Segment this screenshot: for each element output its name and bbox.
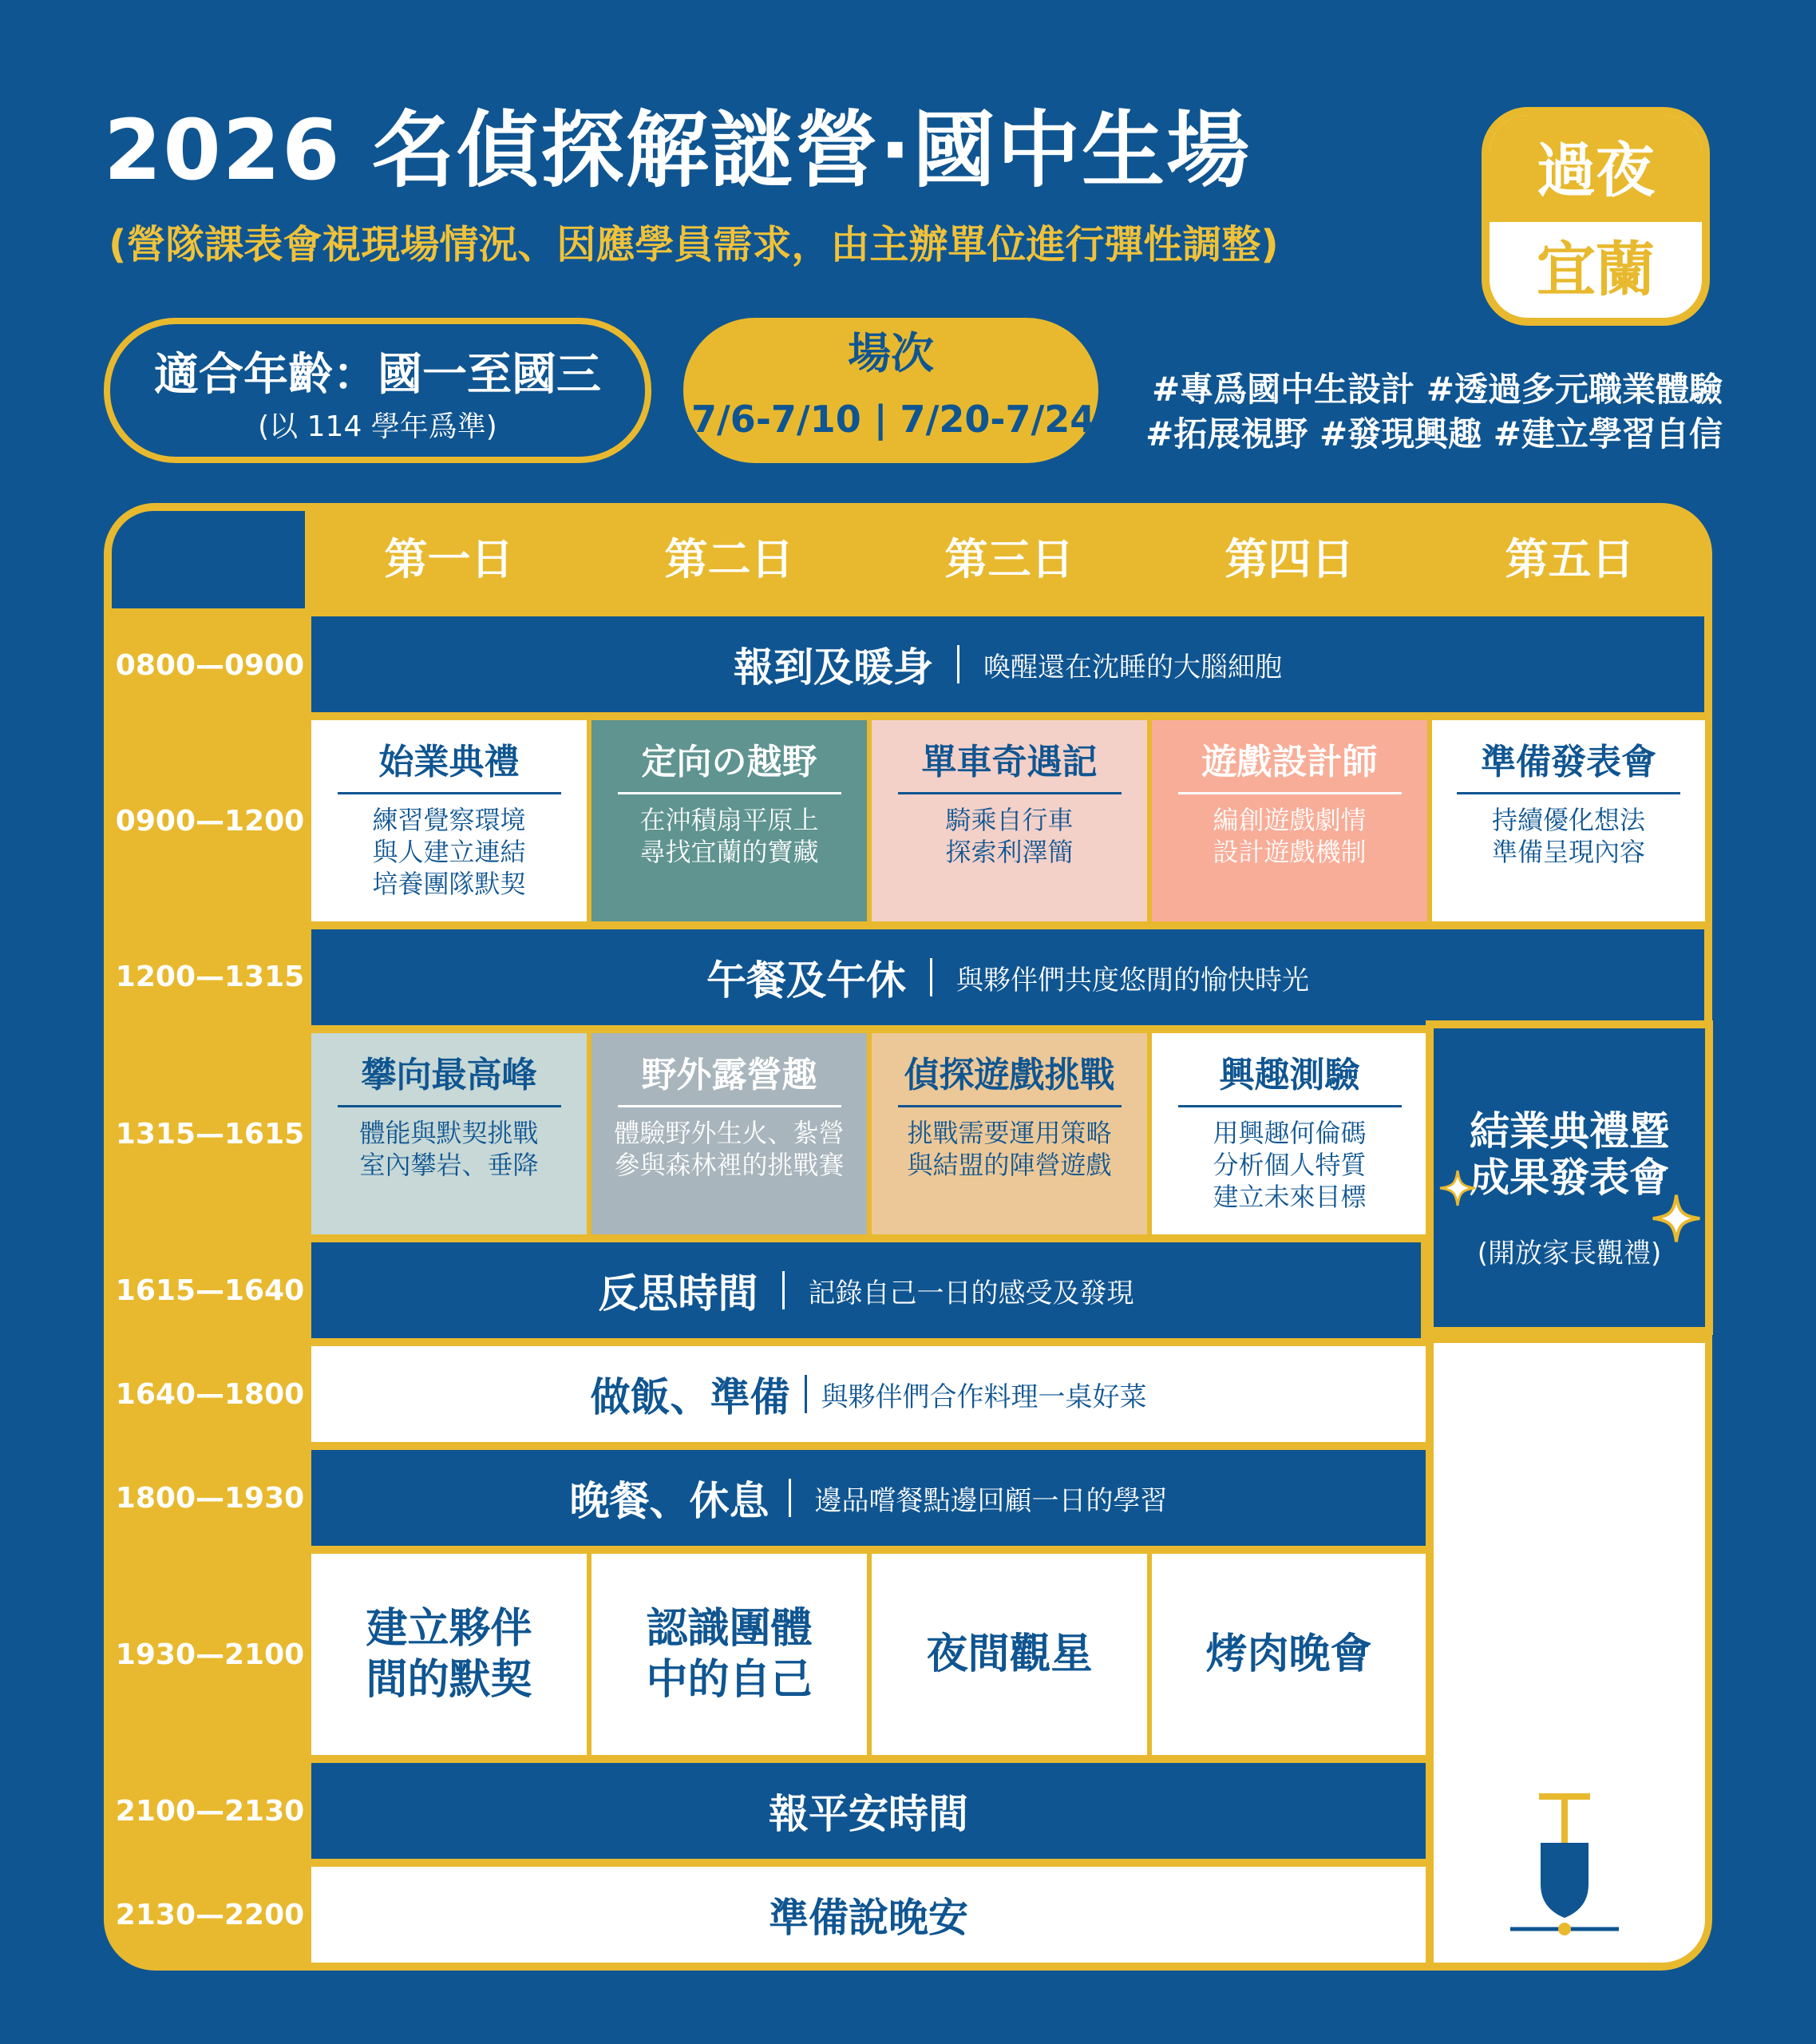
day-header-4: 第四日 bbox=[1225, 534, 1355, 584]
goodnight-band bbox=[311, 1867, 1426, 1963]
dinner-subtitle: 邊品嚐餐點邊回顧一日的學習 bbox=[814, 1484, 1168, 1517]
closing-ceremony-cell bbox=[1426, 1020, 1713, 1335]
reflection-subtitle: 記錄自己一日的感受及發現 bbox=[808, 1277, 1134, 1309]
activity-description-line: 體驗野外生火、紮營 bbox=[614, 1118, 845, 1148]
day-header-1: 第一日 bbox=[384, 534, 514, 584]
lunch-band bbox=[311, 929, 1704, 1025]
age-range-text: 適合年齡：國一至國三 bbox=[154, 349, 601, 401]
divider bbox=[805, 1375, 807, 1413]
time-slot-label: 0900—1200 bbox=[115, 805, 305, 838]
activity-title: 興趣測驗 bbox=[1178, 1051, 1402, 1107]
activity-description bbox=[614, 1117, 844, 1181]
session-info-box bbox=[683, 318, 1098, 463]
badge-location-label: 宜蘭 bbox=[1537, 236, 1655, 304]
hashtags-block bbox=[1116, 367, 1723, 463]
activity-description-line: 體能與默契挑戰 bbox=[359, 1118, 539, 1148]
sparkle-icon bbox=[1438, 1169, 1477, 1207]
evening-activity-cell bbox=[1152, 1554, 1426, 1755]
time-slot-label: 1800—1930 bbox=[115, 1482, 305, 1515]
hashtags-line-1: #專爲國中生設計 #透過多元職業體驗 bbox=[1151, 370, 1723, 409]
activity-title: 準備發表會 bbox=[1457, 738, 1680, 794]
closing-note: (開放家長觀禮) bbox=[1477, 1238, 1662, 1270]
goodnight-title: 準備說晚安 bbox=[769, 1895, 968, 1941]
morning-activity-cell bbox=[591, 720, 867, 921]
activity-title: 單車奇遇記 bbox=[898, 738, 1122, 794]
time-slot-label: 1315—1615 bbox=[115, 1118, 305, 1151]
session-label: 場次 bbox=[848, 328, 934, 378]
call-home-title: 報平安時間 bbox=[769, 1791, 968, 1837]
activity-description-line: 參與森林裡的挑戰賽 bbox=[614, 1150, 845, 1180]
closing-title-line-1: 結業典禮暨 bbox=[1470, 1108, 1669, 1155]
lunch-subtitle: 與夥伴們共度悠閒的愉快時光 bbox=[956, 964, 1309, 996]
activity-title: 定向の越野 bbox=[618, 738, 841, 794]
session-dates: 7/6-7/10 | 7/20-7/24 bbox=[691, 398, 1096, 441]
time-slot-label: 1615—1640 bbox=[115, 1274, 305, 1307]
divider bbox=[930, 958, 932, 996]
evening-activity-text-line: 認識團體 bbox=[646, 1605, 813, 1653]
day-header-5: 第五日 bbox=[1505, 534, 1635, 584]
time-slot-label: 1930—2100 bbox=[115, 1638, 305, 1671]
activity-title: 野外露營趣 bbox=[618, 1051, 841, 1107]
checkin-subtitle: 喚醒還在沈睡的大腦細胞 bbox=[983, 651, 1282, 683]
reflection-title: 反思時間 bbox=[598, 1270, 758, 1317]
morning-activity-cell bbox=[1432, 720, 1705, 921]
shovel-logo-icon bbox=[1501, 1788, 1628, 1940]
checkin-band bbox=[311, 616, 1704, 712]
time-slot-label: 2100—2130 bbox=[115, 1795, 305, 1828]
activity-description bbox=[639, 804, 818, 868]
page-subtitle: (營隊課表會視現場情況、因應學員需求，由主辦單位進行彈性調整) bbox=[109, 222, 1279, 267]
activity-description bbox=[359, 1117, 538, 1181]
hashtags-line-2: #拓展視野 #發現興趣 #建立學習自信 bbox=[1145, 414, 1723, 454]
activity-description-line: 室內攀岩、垂降 bbox=[359, 1150, 539, 1180]
age-info-box bbox=[104, 318, 651, 463]
activity-title: 攀向最高峰 bbox=[338, 1051, 561, 1107]
evening-activity-text-line: 建立夥伴 bbox=[366, 1605, 532, 1653]
evening-activity-cell bbox=[591, 1554, 867, 1755]
activity-description-line: 練習覺察環境 bbox=[372, 805, 526, 835]
activity-title: 遊戲設計師 bbox=[1178, 738, 1402, 794]
afternoon-activity-cell bbox=[311, 1033, 587, 1234]
activity-title: 始業典禮 bbox=[338, 738, 561, 794]
badge-top-label: 過夜 bbox=[1490, 115, 1702, 222]
overnight-badge bbox=[1482, 107, 1710, 326]
evening-activity-text-line: 中的自己 bbox=[646, 1656, 813, 1704]
morning-activity-cell bbox=[1152, 720, 1427, 921]
activity-description-line: 挑戰需要運用策略 bbox=[907, 1118, 1112, 1148]
activity-description bbox=[1492, 804, 1645, 868]
call-home-band bbox=[311, 1763, 1426, 1859]
activity-description bbox=[1213, 1117, 1366, 1213]
evening-activity-text-line: 夜間觀星 bbox=[926, 1630, 1093, 1678]
page-title: 2026 名偵探解謎營·國中生場 bbox=[104, 101, 1252, 199]
activity-description-line: 編創遊戲劇情 bbox=[1213, 805, 1367, 835]
activity-description-line: 尋找宜蘭的寶藏 bbox=[639, 837, 819, 867]
time-slot-label: 2130—2200 bbox=[115, 1899, 305, 1931]
activity-description-line: 與結盟的陣營遊戲 bbox=[907, 1150, 1112, 1180]
activity-description-line: 用興趣何倫碼 bbox=[1213, 1118, 1367, 1148]
afternoon-activity-cell bbox=[591, 1033, 867, 1234]
divider bbox=[957, 645, 959, 683]
divider bbox=[782, 1271, 785, 1309]
time-slot-label: 0800—0900 bbox=[115, 649, 305, 682]
activity-description-line: 探索利澤簡 bbox=[945, 837, 1074, 867]
reflection-band bbox=[311, 1242, 1421, 1338]
cooking-subtitle: 與夥伴們合作料理一桌好菜 bbox=[821, 1380, 1147, 1413]
dinner-band bbox=[311, 1450, 1426, 1546]
activity-title: 偵探遊戲挑戰 bbox=[898, 1051, 1122, 1107]
activity-description-line: 持續優化想法 bbox=[1491, 805, 1645, 835]
time-slot-label: 1640—1800 bbox=[115, 1378, 305, 1411]
afternoon-activity-cell bbox=[1152, 1033, 1427, 1234]
table-corner-cell bbox=[112, 511, 305, 608]
divider bbox=[789, 1479, 791, 1517]
activity-description bbox=[372, 804, 525, 900]
day-header-2: 第二日 bbox=[664, 534, 794, 584]
activity-description-line: 設計遊戲機制 bbox=[1213, 837, 1367, 867]
cooking-band bbox=[311, 1346, 1426, 1442]
activity-description bbox=[1213, 804, 1366, 868]
afternoon-activity-cell bbox=[872, 1033, 1147, 1234]
evening-activity-text-line: 間的默契 bbox=[366, 1656, 532, 1704]
cooking-title: 做飯、準備 bbox=[590, 1374, 790, 1420]
activity-description-line: 與人建立連結 bbox=[372, 837, 526, 867]
evening-activity-text-line: 烤肉晚會 bbox=[1205, 1630, 1372, 1678]
activity-description bbox=[907, 1117, 1111, 1181]
activity-description bbox=[945, 804, 1073, 868]
activity-description-line: 騎乘自行車 bbox=[945, 805, 1074, 835]
activity-description-line: 培養團隊默契 bbox=[372, 869, 526, 899]
day-header-3: 第三日 bbox=[944, 534, 1074, 584]
dinner-title: 晚餐、休息 bbox=[569, 1478, 770, 1524]
evening-activity-cell bbox=[311, 1554, 587, 1755]
morning-activity-cell bbox=[311, 720, 587, 921]
activity-description-line: 在沖積扇平原上 bbox=[639, 805, 819, 835]
sparkle-icon bbox=[1651, 1193, 1702, 1244]
activity-description-line: 分析個人特質 bbox=[1213, 1150, 1367, 1180]
evening-activity-cell bbox=[872, 1554, 1147, 1755]
morning-activity-cell bbox=[872, 720, 1147, 921]
age-note-text: (以 114 學年爲準) bbox=[258, 410, 497, 443]
closing-title-line-2: 成果發表會 bbox=[1470, 1155, 1669, 1201]
lunch-title: 午餐及午休 bbox=[706, 957, 906, 1004]
time-slot-label: 1200—1315 bbox=[115, 961, 305, 993]
checkin-title: 報到及暖身 bbox=[734, 644, 933, 691]
activity-description-line: 建立未來目標 bbox=[1213, 1182, 1367, 1212]
activity-description-line: 準備呈現內容 bbox=[1491, 837, 1645, 867]
